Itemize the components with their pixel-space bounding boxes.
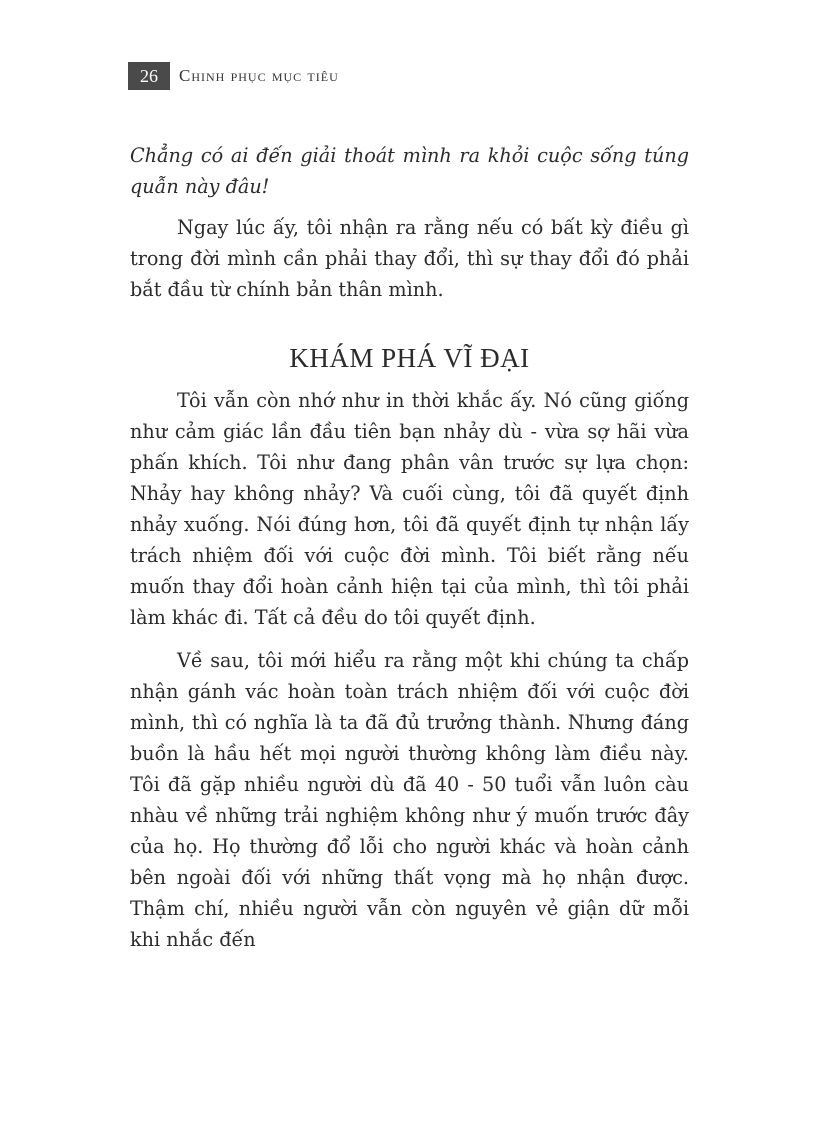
paragraph-1: Ngay lúc ấy, tôi nhận ra rằng nếu có bất kỳ điều gì trong đời mình cần phải thay đổi, thì sự thay đổi đó phải bắt đầu từ chính bản thân mình. xyxy=(130,216,689,301)
running-title: Chinh phục mục tiêu xyxy=(179,66,339,85)
paragraph-2: Tôi vẫn còn nhớ như in thời khắc ấy. Nó cũng giống như cảm giác lần đầu tiên bạn nhảy dù - vừa sợ hãi vừa phấn khích. Tôi như đang phân vân trước sự lựa chọn: Nhảy hay không nhảy? Và cuối cùng, tôi đã quyết định nhảy xuống. Nói đúng hơn, tôi đã quyết định tự nhận lấy trách nhiệm đối với cuộc đời mình. Tôi biết rằng nếu muốn thay đổi hoàn cảnh hiện tại của mình, thì tôi phải làm khác đi. Tất cả đều do tôi quyết định. xyxy=(130,389,689,629)
page-body xyxy=(130,140,689,955)
page-number: 26 xyxy=(128,62,170,90)
paragraph-3: Về sau, tôi mới hiểu ra rằng một khi chúng ta chấp nhận gánh vác hoàn toàn trách nhiệm đối với cuộc đời mình, thì có nghĩa là ta đã đủ trưởng thành. Nhưng đáng buồn là hầu hết mọi người thường không làm điều này. Tôi đã gặp nhiều người dù đã 40 - 50 tuổi vẫn luôn càu nhàu về những trải nghiệm không như ý muốn trước đây của họ. Họ thường đổ lỗi cho người khác và hoàn cảnh bên ngoài đối với những thất vọng mà họ nhận được. Thậm chí, nhiều người vẫn còn nguyên vẻ giận dữ mỗi khi nhắc đến xyxy=(130,649,689,951)
italic-intro: Chẳng có ai đến giải thoát mình ra khỏi cuộc sống túng quẫn này đâu! xyxy=(130,144,689,198)
section-heading: KHÁM PHÁ VĨ ĐẠI xyxy=(289,343,530,373)
page-header xyxy=(128,62,339,90)
